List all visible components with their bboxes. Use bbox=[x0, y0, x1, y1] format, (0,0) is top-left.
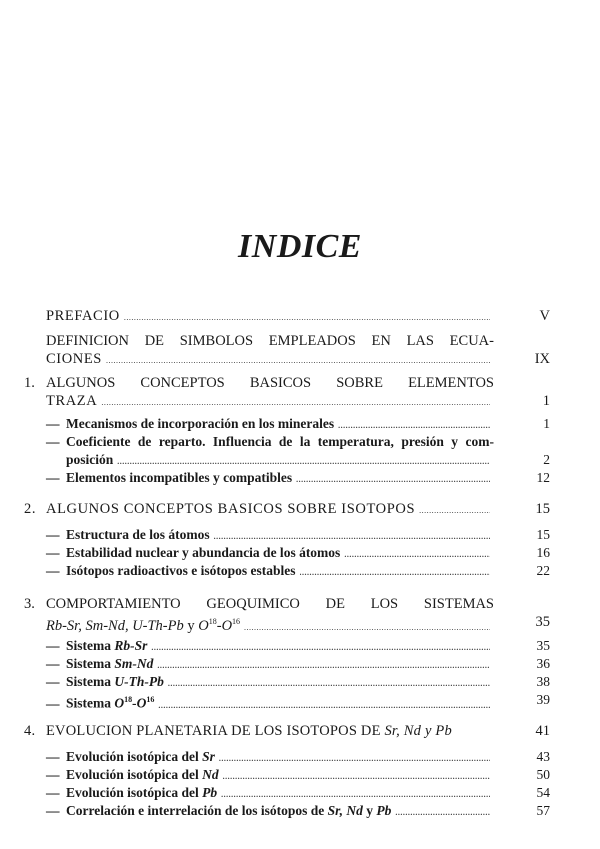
toc-chapter-2[interactable] bbox=[24, 500, 550, 520]
toc-page-number: 39 bbox=[536, 692, 550, 707]
toc-page-number: 15 bbox=[536, 527, 550, 542]
toc-subentry-label: Sistema bbox=[66, 638, 115, 653]
em-dash: — bbox=[46, 470, 60, 485]
toc-subentry-label: Sistema bbox=[66, 695, 115, 711]
toc-page-number: 12 bbox=[536, 470, 550, 485]
em-dash: — bbox=[46, 563, 60, 578]
toc-entry-label-line1: DEFINICION DE SIMBOLOS EMPLEADOS EN LAS ECUA- bbox=[46, 333, 494, 349]
em-dash: — bbox=[46, 785, 60, 800]
toc-entry-label-line2: CIONES bbox=[46, 351, 102, 367]
toc-chapter-4[interactable] bbox=[24, 722, 550, 740]
chapter-title-line1: COMPORTAMIENTO GEOQUIMICO DE LOS SISTEMAS bbox=[46, 596, 494, 612]
toc-page-number: 15 bbox=[535, 501, 550, 517]
leader-dots bbox=[244, 619, 490, 637]
chapter-title-o2: -O bbox=[216, 617, 233, 634]
leader-dots bbox=[300, 564, 490, 582]
toc-subentry-label: Evolución isotópica del bbox=[66, 767, 203, 782]
toc-page-number: 1 bbox=[543, 416, 550, 431]
chapter-title: ALGUNOS CONCEPTOS BASICOS SOBRE ISOTOPOS bbox=[46, 501, 416, 517]
toc-page-number: 22 bbox=[536, 563, 550, 578]
chapter-number: 3. bbox=[24, 596, 35, 612]
toc-page-number: 2 bbox=[543, 452, 550, 467]
toc-page-number: 43 bbox=[536, 749, 550, 764]
superscript: 18 bbox=[124, 695, 133, 704]
toc-subentry-system: Rb-Sr bbox=[114, 638, 148, 653]
toc-page-number: 36 bbox=[536, 656, 550, 671]
page-title: INDICE bbox=[238, 228, 362, 265]
toc-chapter-3[interactable] bbox=[24, 595, 550, 637]
chapter-title: EVOLUCION PLANETARIA DE LOS ISOTOPOS DE bbox=[46, 723, 385, 739]
toc-page-number: 35 bbox=[536, 638, 550, 653]
toc-subentry[interactable] bbox=[24, 544, 550, 564]
toc-subentry[interactable] bbox=[24, 691, 550, 715]
toc-subentry[interactable] bbox=[24, 655, 550, 675]
leader-dots bbox=[296, 471, 490, 489]
toc-subentry[interactable] bbox=[24, 415, 550, 435]
toc-page-number: 38 bbox=[536, 674, 550, 689]
toc-subentry-label: Evolución isotópica del bbox=[66, 785, 203, 800]
toc-subentry-element: Nd bbox=[202, 767, 219, 782]
toc-subentry[interactable] bbox=[24, 748, 550, 768]
toc-page-number: 50 bbox=[536, 767, 550, 782]
toc-subentry-system: U-Th-Pb bbox=[114, 674, 164, 689]
toc-subentry-element: Sr, Nd bbox=[327, 803, 363, 818]
toc-subentry-label: Estructura de los átomos bbox=[66, 527, 210, 542]
toc-page-number: 35 bbox=[535, 614, 550, 630]
toc-page-number: IX bbox=[534, 351, 550, 367]
toc-subentry-element: Sr bbox=[202, 749, 215, 764]
toc-page-number: 54 bbox=[536, 785, 550, 800]
toc-subentry[interactable] bbox=[24, 673, 550, 693]
toc-subentry-system: O bbox=[114, 695, 125, 711]
toc-page-number: 41 bbox=[535, 723, 550, 739]
toc-subentry-label: Evolución isotópica del bbox=[66, 749, 203, 764]
chapter-title-line1: ALGUNOS CONCEPTOS BASICOS SOBRE ELEMENTOS bbox=[46, 375, 494, 391]
leader-dots bbox=[395, 804, 490, 822]
toc-subentry-element: Pb bbox=[202, 785, 218, 800]
toc-page-number: 57 bbox=[536, 803, 550, 818]
toc-subentry[interactable] bbox=[24, 433, 550, 471]
leader-dots bbox=[106, 352, 490, 370]
toc-subentry-label: Correlación e interrelación de los isótopos de bbox=[66, 803, 328, 818]
chapter-number: 1. bbox=[24, 375, 35, 391]
toc-page-number: 16 bbox=[536, 545, 550, 560]
superscript: 18 bbox=[208, 617, 217, 626]
toc-subentry[interactable] bbox=[24, 766, 550, 786]
toc-page-number: V bbox=[539, 308, 550, 324]
em-dash: — bbox=[46, 767, 60, 782]
toc-entry-definicion[interactable] bbox=[24, 332, 550, 370]
toc-subentry-label: Sistema bbox=[66, 674, 115, 689]
em-dash: — bbox=[46, 674, 60, 689]
em-dash: — bbox=[46, 656, 60, 671]
em-dash: — bbox=[46, 527, 60, 542]
toc-subentry-label: Estabilidad nuclear y abundancia de los átomos bbox=[66, 545, 341, 560]
toc-chapter-1[interactable] bbox=[24, 374, 550, 412]
em-dash: — bbox=[46, 749, 60, 764]
toc-entry-prefacio[interactable] bbox=[24, 307, 550, 327]
toc-page-number: 1 bbox=[542, 393, 550, 409]
chapter-number: 2. bbox=[24, 501, 37, 517]
chapter-title-o: O bbox=[198, 617, 209, 634]
toc-subentry[interactable] bbox=[24, 469, 550, 489]
superscript: 16 bbox=[232, 617, 241, 626]
toc-subentry[interactable] bbox=[24, 784, 550, 804]
em-dash: — bbox=[46, 416, 60, 431]
em-dash: — bbox=[46, 434, 60, 449]
toc-subentry-element2: Pb bbox=[376, 803, 392, 818]
leader-dots bbox=[158, 697, 490, 715]
chapter-title-line2: TRAZA bbox=[46, 393, 98, 409]
toc-subentry-label: Mecanismos de incorporación en los minerales bbox=[66, 416, 335, 431]
toc-subentry[interactable] bbox=[24, 526, 550, 546]
em-dash: — bbox=[46, 803, 60, 818]
toc-subentry-label-line2: posición bbox=[66, 452, 114, 467]
chapter-title-and: y bbox=[183, 617, 199, 634]
toc-subentry[interactable] bbox=[24, 637, 550, 657]
leader-dots bbox=[101, 394, 490, 412]
toc-subentry-and: y bbox=[362, 803, 377, 818]
toc-subentry-system: Sm-Nd bbox=[114, 656, 154, 671]
em-dash: — bbox=[46, 695, 60, 711]
toc-subentry-system2: -O bbox=[132, 695, 147, 711]
chapter-title-systems: Rb-Sr, Sm-Nd, U-Th-Pb bbox=[46, 617, 184, 634]
toc-subentry-label: Sistema bbox=[66, 656, 115, 671]
superscript: 16 bbox=[146, 695, 155, 704]
toc-entry-label: PREFACIO bbox=[46, 308, 120, 324]
chapter-number: 4. bbox=[24, 723, 36, 739]
toc-subentry-label-line1: Coeficiente de reparto. Influencia de la temperatura, presión y com- bbox=[66, 434, 494, 449]
leader-dots bbox=[419, 502, 490, 520]
leader-dots bbox=[124, 309, 490, 327]
chapter-title-isotopes: Sr, Nd y Pb bbox=[384, 723, 452, 739]
toc-subentry-label: Isótopos radioactivos e isótopos estables bbox=[66, 563, 296, 578]
toc-subentry-label: Elementos incompatibles y compatibles bbox=[66, 470, 293, 485]
em-dash: — bbox=[46, 545, 60, 560]
em-dash: — bbox=[46, 638, 60, 653]
toc-subentry[interactable] bbox=[24, 802, 550, 822]
toc-subentry[interactable] bbox=[24, 562, 550, 582]
